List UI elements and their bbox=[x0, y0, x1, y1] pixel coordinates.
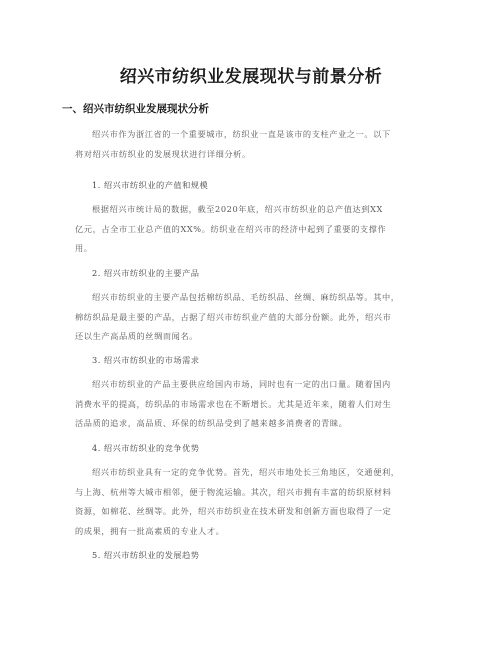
paragraph-line: 亿元，占全市工业总产值的XX%。纺织业在绍兴市的经济中起到了重要的支撑作 bbox=[75, 223, 387, 234]
subsection-heading-2: 2. 绍兴市纺织业的主要产品 bbox=[92, 268, 200, 278]
paragraph-line: 与上海、杭州等大城市相邻，便于物流运输。其次，绍兴市拥有丰富的纺织原材料 bbox=[75, 486, 392, 497]
paragraph-line: 消费水平的提高，纺织品的市场需求也在不断增长。尤其是近年来，随着人们对生 bbox=[75, 398, 392, 409]
subsection-paragraph-2 bbox=[75, 288, 445, 347]
subsection-paragraph-1 bbox=[75, 200, 445, 259]
subsection-heading-4: 4. 绍兴市纺织业的竞争优势 bbox=[92, 443, 200, 453]
intro-paragraph bbox=[75, 125, 445, 164]
paragraph-line: 活品质的追求，高品质、环保的纺织品受到了越来越多消费者的青睐。 bbox=[75, 418, 348, 428]
paragraph-line: 将对绍兴市纺织业的发展现状进行详细分析。 bbox=[75, 148, 251, 159]
paragraph-line: 绍兴市纺织业的主要产品包括棉纺织品、毛纺织品、丝绸、麻纺织品等。其中， bbox=[92, 292, 400, 302]
subsection-paragraph-3 bbox=[75, 375, 445, 434]
section-heading: 一、绍兴市纺织业发展现状分析 bbox=[62, 103, 209, 115]
paragraph-line: 绍兴市作为浙江省的一个重要城市，纺织业一直是该市的支柱产业之一。以下 bbox=[92, 129, 391, 139]
paragraph-line: 绍兴市纺织业具有一定的竞争优势。首先，绍兴市地处长三角地区，交通便利， bbox=[92, 467, 400, 477]
paragraph-line: 资源，如棉花、丝绸等。此外，绍兴市纺织业在技术研发和创新方面也取得了一定 bbox=[75, 506, 392, 516]
subsection-heading-5: 5. 绍兴市纺织业的发展趋势 bbox=[92, 550, 200, 560]
paragraph-line: 棉纺织品是最主要的产品，占据了绍兴市纺织业产值的大部分份额。此外，绍兴市 bbox=[75, 311, 392, 322]
subsection-paragraph-4 bbox=[75, 463, 445, 541]
paragraph-line: 绍兴市纺织业的产品主要供应给国内市场，同时也有一定的出口量。随着国内 bbox=[92, 379, 391, 389]
document-title: 绍兴市纺织业发展现状与前景分析 bbox=[119, 67, 383, 87]
subsection-heading-3: 3. 绍兴市纺织业的市场需求 bbox=[92, 355, 200, 365]
paragraph-line: 还以生产高品质的丝绸而闻名。 bbox=[75, 331, 199, 341]
paragraph-line: 根据绍兴市统计局的数据，截至2020年底，绍兴市纺织业的总产值达到XX bbox=[92, 204, 383, 214]
paragraph-line: 的成果，拥有一批高素质的专业人才。 bbox=[75, 525, 225, 536]
paragraph-line: 用。 bbox=[75, 243, 93, 253]
subsection-heading-1: 1. 绍兴市纺织业的产值和规模 bbox=[92, 180, 209, 190]
